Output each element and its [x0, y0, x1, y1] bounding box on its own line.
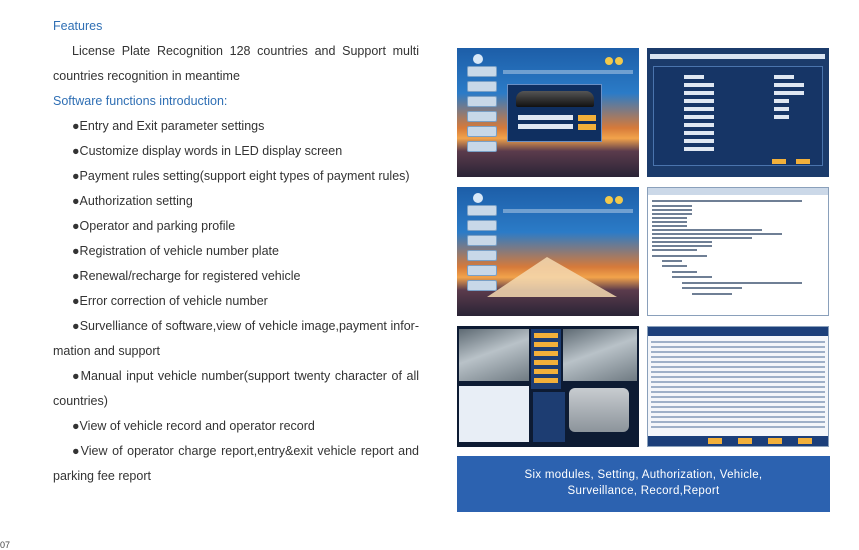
list-item: ●Entry and Exit parameter settings — [72, 119, 265, 133]
module-sidebar — [467, 66, 497, 166]
header-icons — [603, 52, 633, 62]
camera-view — [459, 329, 529, 381]
report-footer — [648, 436, 828, 446]
title-strip — [503, 209, 633, 213]
surveillance-side-panel — [531, 329, 561, 389]
log-window-screenshot — [647, 187, 829, 316]
window-titlebar — [648, 188, 828, 195]
mountain-peak — [487, 257, 617, 297]
settings-screenshot — [647, 48, 829, 177]
list-item: ●View of vehicle record and operator record — [72, 419, 315, 433]
list-item: ●Renewal/recharge for registered vehicle — [72, 269, 301, 283]
list-item: ●Survelliance of software,view of vehicle image,payment infor-mation and support — [53, 319, 419, 358]
list-item: ●Registration of vehicle number plate — [72, 244, 279, 258]
report-header — [648, 327, 828, 336]
page-number: 07 — [0, 540, 11, 550]
logo-icon — [473, 54, 483, 64]
login-dialog — [507, 84, 602, 142]
car-image — [516, 91, 594, 107]
header-icons — [603, 191, 633, 201]
software-heading: Software functions introduction: — [53, 94, 228, 108]
features-heading: Features — [53, 19, 103, 33]
list-item: ●Manual input vehicle number(support twenty character of all countries) — [53, 369, 419, 408]
list-item: ●Operator and parking profile — [72, 219, 236, 233]
vehicle-image — [569, 388, 629, 432]
banner-line-2: Surveillance, Record,Report — [567, 485, 720, 497]
left-column — [53, 14, 419, 489]
report-screenshot — [647, 326, 829, 447]
settings-panel — [653, 66, 823, 166]
list-item: ●Authorization setting — [72, 194, 193, 208]
list-item: ●Customize display words in LED display screen — [72, 144, 343, 158]
main-menu-screenshot — [457, 187, 639, 316]
record-table — [459, 386, 529, 442]
list-item: ●Error correction of vehicle number — [72, 294, 268, 308]
info-panel — [533, 392, 565, 442]
login-screenshot — [457, 48, 639, 177]
list-item: ●Payment rules setting(support eight types of payment rules) — [72, 169, 410, 183]
features-text: License Plate Recognition 128 countries and Support multi countries recognition in meantime — [53, 44, 419, 83]
surveillance-screenshot — [457, 326, 639, 447]
title-strip — [503, 70, 633, 74]
logo-icon — [473, 193, 483, 203]
modules-banner — [457, 456, 830, 512]
settings-topbar — [650, 54, 825, 59]
camera-view — [563, 329, 637, 381]
banner-line-1: Six modules, Setting, Authorization, Vehicle, — [524, 469, 763, 481]
list-item: ●View of operator charge report,entry&exit vehicle report and parking fee report — [53, 444, 419, 483]
